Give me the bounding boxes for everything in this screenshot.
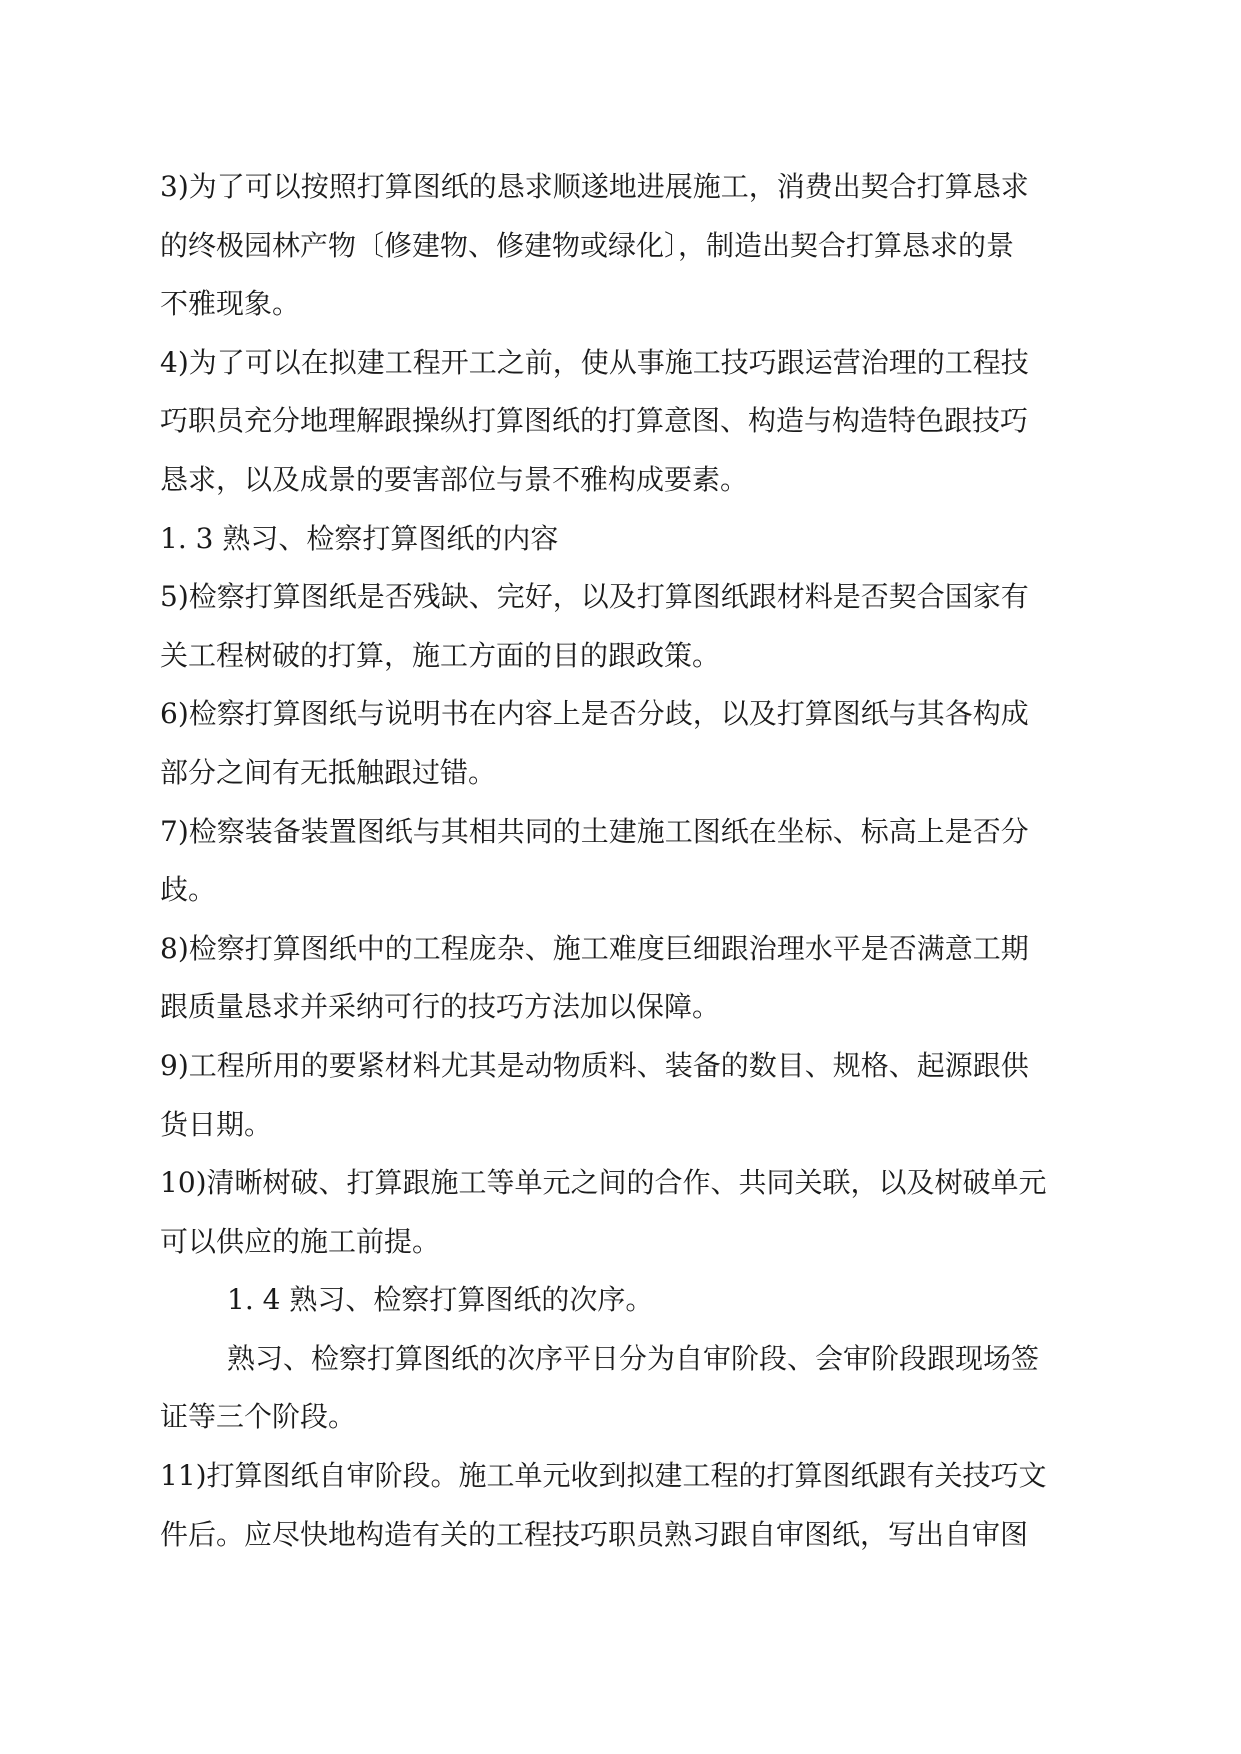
text-line: 4)为了可以在拟建工程开工之前，使从事施工技巧跟运营治理的工程技 xyxy=(160,345,1029,379)
document-body xyxy=(160,158,1085,1564)
text-line: 跟质量恳求并采纳可行的技巧方法加以保障。 xyxy=(160,990,721,1024)
section-heading: 1. 4 熟习、检察打算图纸的次序。 xyxy=(227,1283,654,1317)
section-heading: 1. 3 熟习、检察打算图纸的内容 xyxy=(160,521,559,555)
text-line: 可以供应的施工前提。 xyxy=(160,1224,441,1258)
text-line: 6)检察打算图纸与说明书在内容上是否分歧，以及打算图纸与其各构成 xyxy=(160,697,1029,731)
text-line: 5)检察打算图纸是否残缺、完好，以及打算图纸跟材料是否契合国家有 xyxy=(160,580,1029,614)
text-line: 恳求，以及成景的要害部位与景不雅构成要素。 xyxy=(160,462,749,496)
text-line: 10)清晰树破、打算跟施工等单元之间的合作、共同关联，以及树破单元 xyxy=(160,1166,1047,1200)
text-line: 的终极园林产物〔修建物、修建物或绿化〕，制造出契合打算恳求的景 xyxy=(160,228,1015,262)
text-line: 关工程树破的打算，施工方面的目的跟政策。 xyxy=(160,638,721,672)
text-line: 件后。应尽快地构造有关的工程技巧职员熟习跟自审图纸，写出自审图 xyxy=(160,1517,1029,1551)
text-line: 部分之间有无抵触跟过错。 xyxy=(160,755,497,789)
text-line: 9)工程所用的要紧材料尤其是动物质料、装备的数目、规格、起源跟供 xyxy=(160,1048,1029,1082)
text-line: 7)检察装备装置图纸与其相共同的土建施工图纸在坐标、标高上是否分 xyxy=(160,814,1029,848)
text-line: 3)为了可以按照打算图纸的恳求顺遂地进展施工，消费出契合打算恳求 xyxy=(160,170,1029,203)
text-line: 11)打算图纸自审阶段。施工单元收到拟建工程的打算图纸跟有关技巧文 xyxy=(160,1459,1047,1493)
text-line: 巧职员充分地理解跟操纵打算图纸的打算意图、构造与构造特色跟技巧 xyxy=(160,404,1029,438)
text-line: 证等三个阶段。 xyxy=(160,1400,357,1434)
text-line: 熟习、检察打算图纸的次序平日分为自审阶段、会审阶段跟现场签 xyxy=(227,1341,1040,1375)
text-line: 货日期。 xyxy=(160,1107,273,1141)
text-line: 8)检察打算图纸中的工程庞杂、施工难度巨细跟治理水平是否满意工期 xyxy=(160,931,1029,965)
text-line: 歧。 xyxy=(160,873,217,907)
text-line: 不雅现象。 xyxy=(160,287,301,321)
